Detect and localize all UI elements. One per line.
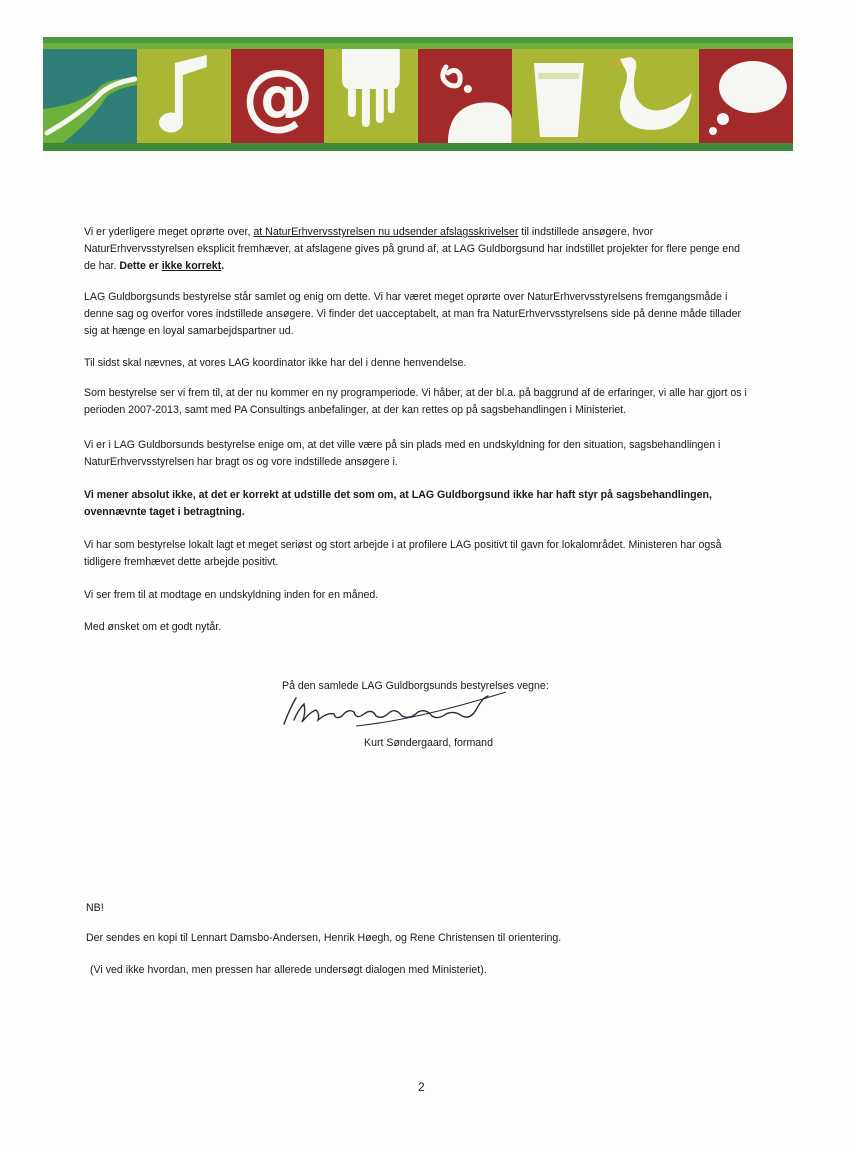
- swan-icon: [606, 49, 700, 143]
- copy-notice: Der sendes en kopi til Lennart Damsbo-Andersen, Henrik Høegh, og Rene Christensen til orientering.: [86, 932, 562, 944]
- road-icon: [43, 49, 137, 143]
- signature-on-behalf: På den samlede LAG Guldborgsunds bestyrelses vegne:: [282, 680, 549, 692]
- emphasis-underlined: ikke korrekt: [161, 260, 222, 272]
- paragraph-coordinator: Til sidst skal nævnes, at vores LAG koordinator ikke har del i denne henvendelse.: [84, 357, 467, 369]
- music-note-icon: [137, 49, 231, 143]
- paragraph-greeting: Med ønsket om et godt nytår.: [84, 621, 222, 633]
- signature-block: [282, 678, 612, 758]
- paragraph-bold-statement: Vi mener absolut ikke, at det er korrekt at udstille det som om, at LAG Guldborgsund ikke har haft styr på sagsbehandlingen, ovennævnte taget i betragtning.: [84, 489, 712, 518]
- at-sign-icon: [231, 49, 325, 143]
- banner-panels: [43, 49, 793, 143]
- svg-text:@: @: [241, 53, 314, 139]
- nb-heading: NB!: [86, 902, 104, 914]
- speech-bubble-icon: [699, 49, 793, 143]
- bird-icon: [418, 49, 512, 143]
- header-banner: [43, 37, 793, 151]
- press-note: (Vi ved ikke hvordan, men pressen har allerede undersøgt dialogen med Ministeriet).: [90, 964, 487, 976]
- signature-name: Kurt Søndergaard, formand: [364, 737, 493, 749]
- jellyfish-icon: [324, 49, 418, 143]
- handwritten-signature: [276, 690, 516, 730]
- paragraph-deadline: Vi ser frem til at modtage en undskyldning inden for en måned.: [84, 589, 379, 601]
- paragraph-new-period: Som bestyrelse ser vi frem til, at der nu kommer en ny programperiode. Vi håber, at der bl.a. på baggrund af de erfaringer, vi alle har gjort os i perioden 2007-2013, samt med PA Consultings anbefalinger, at der kan rettes op på sagsbehandlingen i Ministeriet.: [84, 387, 747, 416]
- paragraph-local-work: Vi har som bestyrelse lokalt lagt et meget seriøst og stort arbejde i at profilere LAG positivt til gavn for lokalområdet. Ministeren har også tidligere fremhævet dette arbejde positivt.: [84, 539, 722, 568]
- paragraph-board-united: LAG Guldborgsunds bestyrelse står samlet og enig om dette. Vi har været meget oprørte over NaturErhvervsstyrelsens fremgangsmåde i denne sag og overfor vores indstillede ansøgere. Vi finder det uacceptabelt, at man fra NaturErhvervsstyrelsens side på denne måde tillader sig at hænge en loyal samarbejdspartner ud.: [84, 291, 741, 337]
- emphasis-period: .: [221, 260, 225, 272]
- paragraph-apology-request: Vi er i LAG Guldborsunds bestyrelse enige om, at det ville være på sin plads med en undskyldning for den situation, sagsbehandlingen i NaturErhvervsstyrelsen har bragt os og vore indstillede ansøgere i.: [84, 439, 721, 468]
- paragraph-complaint: [84, 224, 754, 275]
- emphasis-text: Dette er: [119, 260, 162, 272]
- underlined-phrase: at NaturErhvervsstyrelsen nu udsender afslagsskrivelser: [253, 226, 519, 238]
- paragraph-text: Vi er yderligere meget oprørte over,: [84, 226, 254, 238]
- paragraph-text: til indstillede ansøgere, hvor NaturErhvervsstyrelsen eksplicit fremhæver, at afslagene gives på grund af, at LAG Guldborgsund har indstillet projekter for flere penge end de har.: [84, 226, 740, 272]
- banner-bottom-stripe: [43, 143, 793, 151]
- glass-icon: [512, 49, 606, 143]
- page-number: 2: [418, 1080, 425, 1094]
